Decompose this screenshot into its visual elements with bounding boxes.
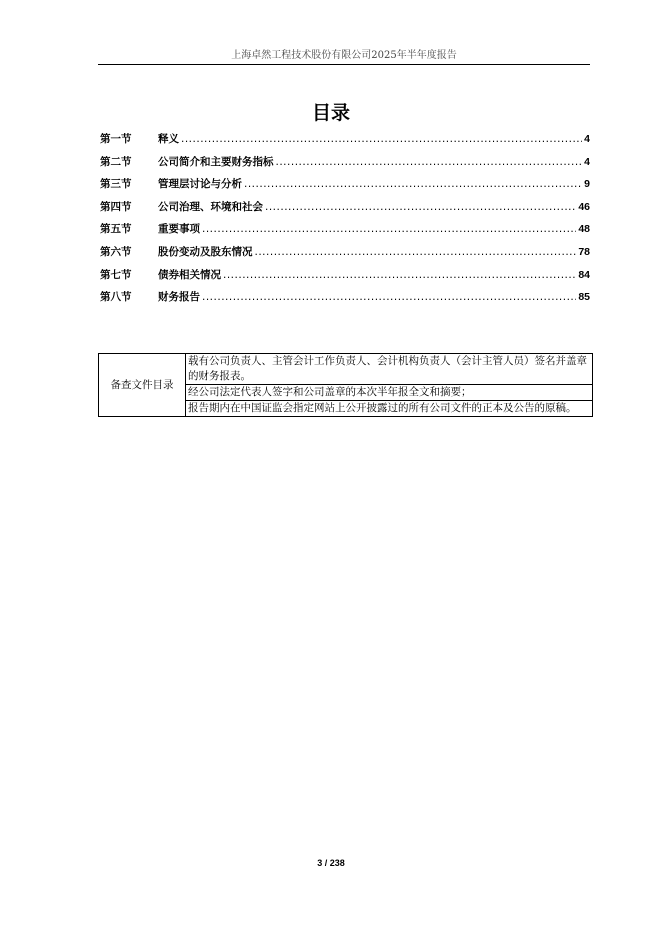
page-title: 目录 (311, 102, 350, 124)
toc-section-number: 第七节 (100, 268, 132, 281)
toc-entry[interactable] (100, 244, 590, 267)
toc-leader-dots (223, 269, 576, 281)
toc-section-number: 第二节 (100, 155, 132, 168)
running-header: 上海卓然工程技术股份有限公司2025年半年度报告 (98, 46, 590, 65)
reference-documents-table (98, 353, 593, 417)
toc-entry[interactable] (100, 199, 590, 222)
toc-leader-dots (276, 156, 583, 168)
table-of-contents (100, 131, 590, 312)
toc-section-title: 释义 (158, 133, 179, 145)
toc-page-number: 84 (578, 268, 590, 281)
toc-page-number: 85 (578, 291, 590, 304)
reference-item: 经公司法定代表人签字和公司盖章的本次半年报全文和摘要； (186, 385, 593, 401)
toc-entry[interactable] (100, 289, 590, 312)
toc-section-number: 第六节 (100, 245, 132, 258)
toc-section-title: 管理层讨论与分析 (158, 178, 242, 191)
toc-leader-dots (244, 178, 582, 190)
toc-section-title: 财务报告 (158, 291, 200, 304)
toc-leader-dots (202, 291, 576, 303)
toc-page-number: 9 (584, 178, 590, 191)
toc-entry[interactable] (100, 176, 590, 199)
toc-section-number: 第一节 (100, 133, 132, 145)
toc-leader-dots (265, 201, 576, 213)
toc-section-number: 第八节 (100, 291, 132, 304)
toc-page-number: 48 (578, 223, 590, 236)
toc-section-title: 公司简介和主要财务指标 (158, 155, 274, 168)
toc-section-title: 股份变动及股东情况 (158, 245, 253, 258)
toc-section-title: 重要事项 (158, 223, 200, 236)
toc-section-number: 第三节 (100, 178, 132, 191)
toc-page-number: 4 (584, 155, 590, 168)
toc-page-number: 78 (578, 245, 590, 258)
toc-leader-dots (255, 246, 577, 258)
toc-section-number: 第五节 (100, 223, 132, 236)
reference-item: 报告期内在中国证监会指定网站上公开披露过的所有公司文件的正本及公告的原稿。 (186, 401, 593, 417)
toc-section-title: 公司治理、环境和社会 (158, 200, 263, 213)
reference-label: 备查文件目录 (99, 354, 186, 417)
reference-item: 载有公司负责人、主管会计工作负责人、会计机构负责人（会计主管人员）签名并盖章的财务报表。 (186, 354, 593, 385)
toc-section-number: 第四节 (100, 200, 132, 213)
toc-leader-dots (202, 223, 576, 235)
toc-entry[interactable] (100, 267, 590, 290)
toc-page-number: 46 (578, 200, 590, 213)
toc-entry[interactable] (100, 221, 590, 244)
toc-leader-dots (181, 133, 582, 145)
toc-page-number: 4 (584, 133, 590, 145)
page-number: 3 / 238 (317, 858, 345, 868)
toc-section-title: 债券相关情况 (158, 268, 221, 281)
toc-entry[interactable] (100, 131, 590, 154)
table-row (99, 354, 593, 385)
toc-entry[interactable] (100, 154, 590, 177)
